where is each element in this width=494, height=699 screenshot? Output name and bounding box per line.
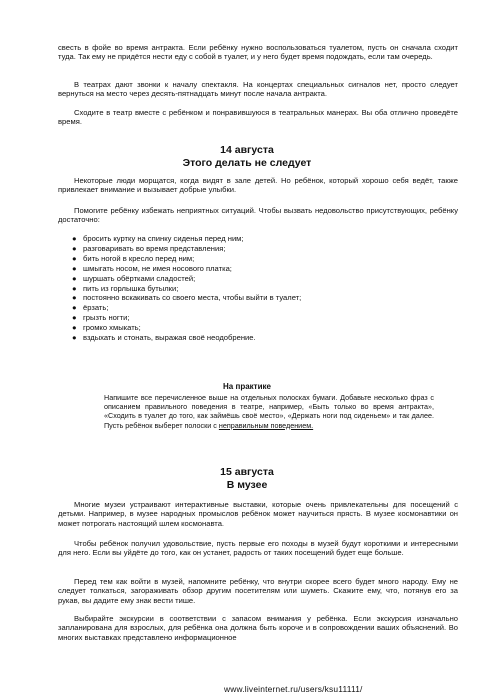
paragraph: Многие музеи устраивают интерактивные выставки, которые очень привлекательны для посещений с детьми. Например, в музее народных промыслов ребёнок может научиться прясть. В музее космонавтики он может потрогать настоящий шлем космонавта.: [58, 500, 458, 528]
bullet-icon: ●: [72, 283, 77, 293]
paragraph: В театрах дают звонки к началу спектакля. На концертах специальных сигналов нет, просто следует вернуться на место через десять-пятнадцать минут после начала антракта.: [58, 80, 458, 99]
bullet-icon: ●: [72, 273, 77, 283]
bullet-icon: ●: [72, 313, 77, 323]
paragraph: Помогите ребёнку избежать неприятных ситуаций. Чтобы вызвать недовольство присутствующих, ребёнку достаточно:: [58, 206, 458, 225]
bullet-icon: ●: [72, 243, 77, 253]
paragraph: свесть в фойе во время антракта. Если ребёнку нужно воспользоваться туалетом, пусть он сначала сходит туда. Так ему не придётся нести еду с собой в туалет, и у него будет время подождать, если там очередь.: [58, 43, 458, 62]
bullet-icon: ●: [72, 253, 77, 263]
bullet-list: [72, 234, 452, 343]
section-title: В музее: [226, 479, 268, 491]
section-date: 15 августа: [220, 466, 274, 478]
bullet-icon: ●: [72, 263, 77, 273]
practice-underlined: неправильным поведением.: [218, 420, 314, 430]
section-date: 14 августа: [220, 144, 274, 156]
list-item: ● разговаривать во время представления;: [72, 243, 226, 253]
list-item: ● пить из горлышка бутылки;: [72, 283, 179, 293]
paragraph: Некоторые люди морщатся, когда видят в зале детей. Но ребёнок, который хорошо себя ведёт, также привлекает внимание и вызывает добрые улыбки.: [58, 176, 458, 195]
bullet-icon: ●: [72, 303, 77, 313]
list-item: ● шмыгать носом, не имея носового платка;: [72, 263, 232, 273]
paragraph: Перед тем как войти в музей, напомните ребёнку, что внутри скорее всего будет много народу. Ему не следует толкаться, загораживать обзор другим посетителям или шуметь. Скажите ему, что, потянув его за рукав, вы дадите ему знак вести тише.: [58, 577, 458, 605]
paragraph: Сходите в театр вместе с ребёнком и понравившуюся в театральных манерах. Вы оба отлично проведёте время.: [58, 108, 458, 127]
bullet-icon: ●: [72, 333, 77, 343]
section-title: Этого делать не следует: [182, 157, 312, 169]
list-item: ● ёрзать;: [72, 303, 109, 313]
bullet-icon: ●: [72, 323, 77, 333]
list-item: ● грызть ногти;: [72, 313, 130, 323]
list-item: ● бить ногой в кресло перед ним;: [72, 253, 195, 263]
list-item: ● громко хмыкать;: [72, 323, 141, 333]
paragraph: Выбирайте экскурсии в соответствии с запасом внимания у ребёнка. Если экскурсия изначально запланирована для взрослых, для ребёнка она должна быть короче и в сопровождении ваших объяснений. Во многих выставках представлено информационное: [58, 614, 458, 642]
practice-text: Напишите все перечисленное выше на отдельных полосках бумаги. Добавьте несколько фраз с описанием правильного поведения в театре, например, «Быть только во время антракта», «Сходить в туалет до того, как займёшь своё место», «Держать ноги под сиденьем» и так далее. Пусть ребёнок выберет полоски с неправильным поведением.: [104, 393, 434, 430]
list-item: ● шуршать обёртками сладостей;: [72, 273, 196, 283]
bullet-icon: ●: [72, 234, 77, 243]
practice-heading: На практике: [223, 382, 271, 391]
paragraph: Чтобы ребёнок получил удовольствие, пусть первые его походы в музей будут короткими и интересными для него. Если вы уйдёте до того, как он устанет, радость от таких посещений будет еще больше.: [58, 539, 458, 558]
bullet-icon: ●: [72, 293, 77, 303]
footer-watermark-url[interactable]: www.liveinternet.ru/users/ksu11111/: [224, 684, 363, 694]
list-item: ● вздыхать и стонать, выражая своё неодобрение.: [72, 333, 256, 343]
list-item: ● бросить куртку на спинку сиденья перед ним;: [72, 234, 244, 243]
list-item: ● постоянно вскакивать со своего места, чтобы выйти в туалет;: [72, 293, 302, 303]
